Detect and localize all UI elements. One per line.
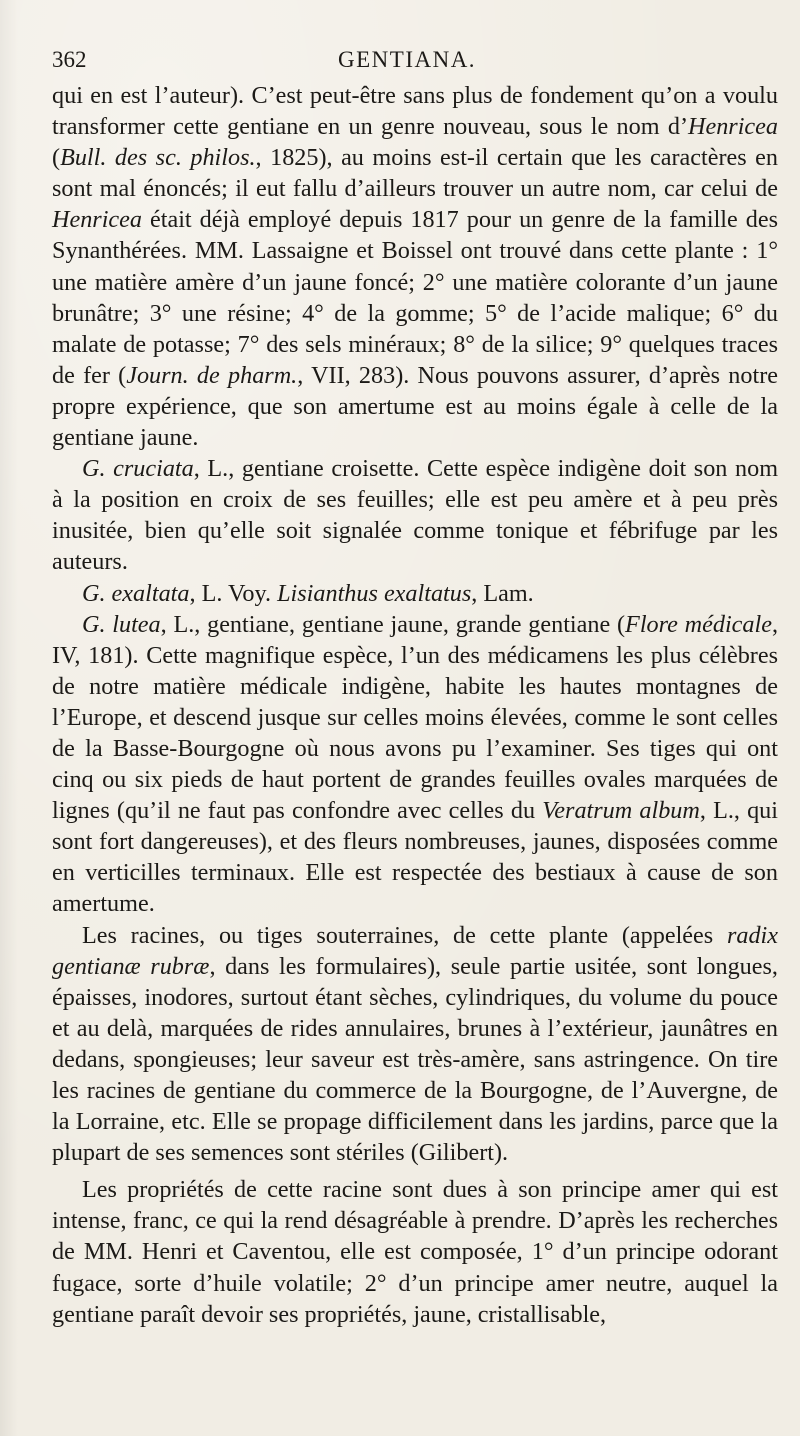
- species-name: Lisianthus exaltatus: [277, 579, 472, 607]
- paragraph-g-exaltata: [52, 578, 778, 609]
- citation: Bull. des sc. philos.: [60, 144, 256, 172]
- text-run: Les racines, ou tiges souterraines, de cette plante (appelées: [82, 921, 727, 949]
- species-name: G. lutea: [82, 610, 161, 638]
- species-name: Veratrum album: [542, 797, 700, 825]
- paragraph-henricea: [52, 80, 778, 453]
- text-run: , L., qui sont fort dangereuses), et des fleurs nombreuses, jaunes, disposées comme en verticilles terminaux. Elle est respectée des bestiaux à cause de son amertume.: [52, 797, 778, 918]
- species-name: G. exaltata: [82, 579, 190, 607]
- text-run: , L., gentiane croisette. Cette espèce indigène doit son nom à la position en croix de ses feuilles; elle est peu amère et à peu près inusitée, bien qu’elle soit signalée comme tonique et fébrifuge par les auteurs.: [52, 455, 779, 576]
- genus-name: Henricea: [688, 113, 778, 141]
- text-run: , L. Voy.: [189, 579, 278, 607]
- text-run: , IV, 181). Cette magnifique espèce, l’un des médicamens les plus célèbres de notre matière médicale indigène, habite les hautes montagnes de l’Europe, et descend jusque sur celles moins élevées, comme le sont celles de la Basse-Bourgogne où nous avons pu l’examiner. Ses tiges qui ont cinq ou six pieds de haut portent de grandes feuilles ovales marquées de lignes (qu’il ne faut pas confondre avec celles du: [52, 610, 778, 825]
- text-run: qui en est l’auteur). C’est peut-être sans plus de fondement qu’on a voulu transformer cette gentiane en un genre nouveau, sous le nom d’: [52, 82, 778, 141]
- text-run: , dans les formulaires), seule partie usitée, sont longues, épaisses, inodores, surtout étant sèches, cylindriques, du volume du pouce et au delà, marquées de rides annulaires, brunes à l’extérieur, jaunâtres en dedans, spongieuses; leur saveur est très-amère, sans astringence. On tire les racines de gentiane du commerce de la Bourgogne, de l’Auvergne, de la Lorraine, etc. Elle se propage difficilement dans les jardins, parce que la plupart de ses semences sont stériles (Gilibert).: [52, 952, 778, 1167]
- body-text: [52, 80, 778, 1330]
- paragraph-g-cruciata: [52, 453, 778, 577]
- genus-name: Henricea: [52, 206, 142, 234]
- text-run: , L., gentiane, gentiane jaune, grande gentiane (: [160, 610, 626, 638]
- page-header: [52, 44, 778, 80]
- page-number: 362: [52, 47, 87, 72]
- text-run: (: [52, 144, 61, 172]
- running-title: GENTIANA.: [338, 47, 477, 72]
- citation: Flore médicale: [625, 610, 772, 638]
- species-name: G. cruciata: [82, 455, 194, 483]
- citation: Journ. de pharm.: [126, 361, 298, 389]
- text-run: était déjà employé depuis 1817 pour un genre de la famille des Synanthérées. MM. Lassaigne et Boissel ont trouvé dans cette plante : 1° une matière amère d’un jaune foncé; 2° une matière colorante d’un jaune brunâtre; 3° une résine; 4° de la gomme; 5° de l’acide malique; 6° du malate de potasse; 7° des sels minéraux; 8° de la silice; 9° quelques traces de fer (: [52, 206, 778, 389]
- text-run: , VII, 283). Nous pouvons assurer, d’après notre propre expérience, que son amertume est au moins égale à celle de la gentiane jaune.: [52, 361, 779, 452]
- paragraph-proprietes: [52, 1174, 778, 1329]
- latin-term: radix gentianæ rubræ: [52, 921, 778, 980]
- text-run: , Lam.: [471, 579, 534, 607]
- text-run: , 1825), au moins est-il certain que les caractères en sont mal énoncés; il eut fallu d’ailleurs trouver un autre nom, car celui de: [52, 144, 778, 203]
- paragraph-g-lutea: [52, 609, 778, 920]
- text-run: Les propriétés de cette racine sont dues à son principe amer qui est intense, franc, ce qui la rend désagréable à prendre. D’après les recherches de MM. Henri et Caventou, elle est composée, 1° d’un principe odorant fugace, sorte d’huile volatile; 2° d’un principe amer neutre, auquel la gentiane paraît devoir ses propriétés, jaune, cristallisable,: [52, 1176, 778, 1328]
- paragraph-racines: [52, 920, 778, 1169]
